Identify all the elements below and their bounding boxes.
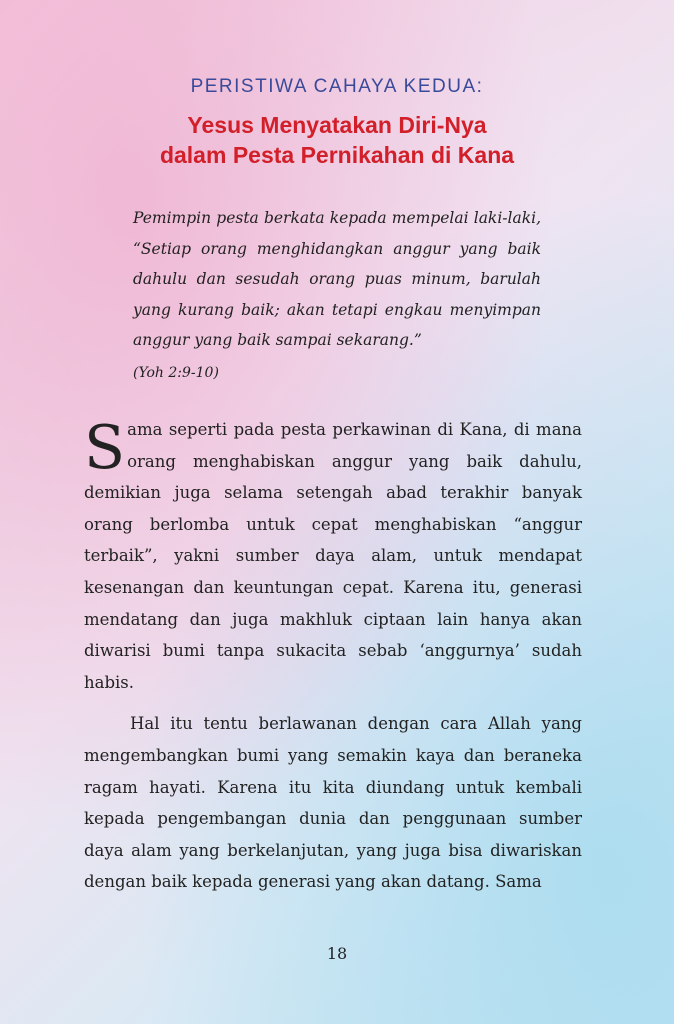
page-number: 18 (326, 944, 348, 963)
chapter-title-line2: dalam Pesta Pernikahan di Kana (159, 142, 515, 168)
paragraph-1-text: ama seperti pada pesta perkawinan di Kana, di mana orang menghabiskan anggur yang baik dahulu, demikian juga selama setengah abad terakhir banyak orang berlomba untuk cepat menghabiskan “anggur terbaik”, yakni sumber daya alam, untuk mendapat kesenangan dan keuntungan cepat. Karena itu, generasi mendatang dan juga makhluk ciptaan lain hanya akan diwarisi bumi tanpa sukacita sebab ‘anggurnya’ sudah habis. (84, 420, 582, 692)
chapter-kicker: PERISTIWA CAHAYA KEDUA: (190, 76, 484, 97)
paragraph-1 (84, 414, 582, 698)
quote-text: Pemimpin pesta berkata kepada mempelai laki-laki, “Setiap orang menghidangkan anggur yang baik dahulu dan sesudah orang puas minum, barulah yang kurang baik; akan tetapi engkau menyimpan anggur yang baik sampai sekarang.” (133, 209, 541, 349)
paragraph-2: Hal itu tentu berlawanan dengan cara Allah yang mengembangkan bumi yang semakin kaya dan beraneka ragam hayati. Karena itu kita diundang untuk kembali kepada pengembangan dunia dan penggunaan sumber daya alam yang berkelanjutan, yang juga bisa diwariskan dengan baik kepada generasi yang akan datang. Sama (84, 714, 582, 892)
drop-cap: S (84, 413, 126, 483)
chapter-title (0, 110, 674, 170)
body-text (84, 414, 582, 898)
chapter-header (0, 76, 674, 170)
quote-citation: (Yoh 2:9-10) (133, 364, 219, 381)
epigraph-quote (133, 203, 541, 388)
chapter-title-line1: Yesus Menyatakan Diri-Nya (187, 112, 487, 138)
